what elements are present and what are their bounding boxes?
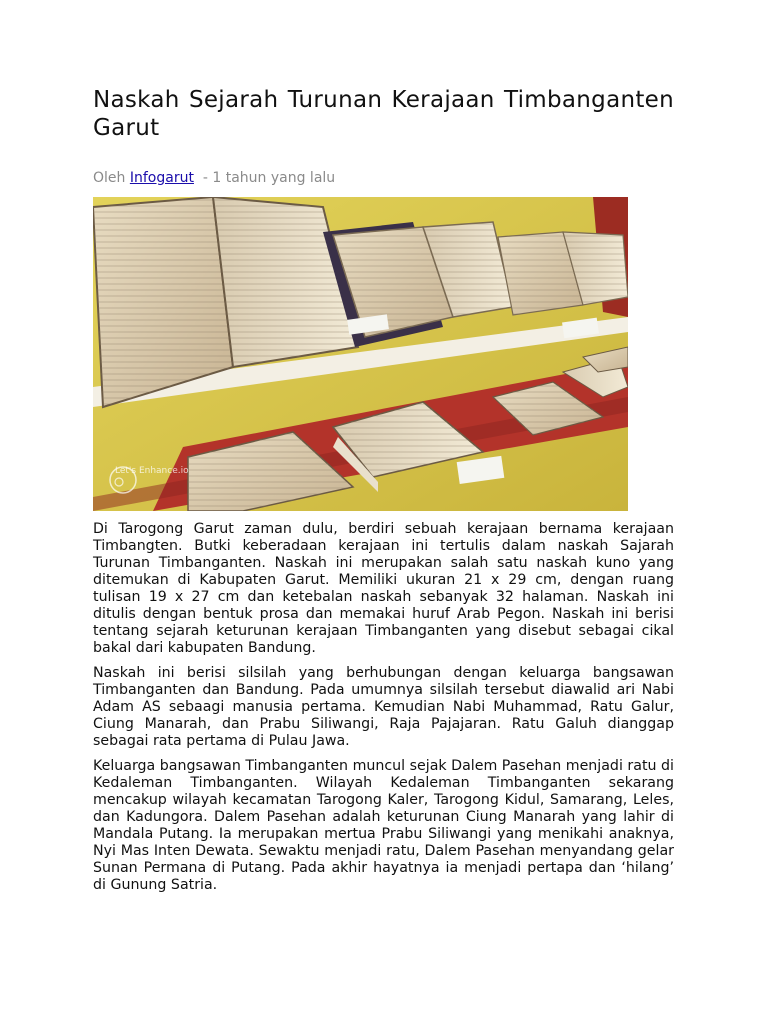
article-title: Naskah Sejarah Turunan Kerajaan Timbanganten Garut bbox=[93, 87, 674, 141]
author-link[interactable]: Infogarut bbox=[129, 170, 194, 186]
article-body bbox=[93, 521, 674, 902]
meta-date: - 1 tahun yang lalu bbox=[198, 170, 336, 186]
photo-watermark: Let's Enhance.io bbox=[115, 466, 189, 476]
paragraph: Di Tarogong Garut zaman dulu, berdiri sebuah kerajaan bernama kerajaan Timbangten. Butki keberadaan kerajaan ini tertulis dalam naskah Sajarah Turunan Timbanganten. Naskah ini merupakan salah satu naskah kuno yang ditemukan di Kabupaten Garut. Memiliki ukuran 21 x 29 cm, dengan ruang tulisan 19 x 27 cm dan ketebalan naskah sebanyak 32 halaman. Naskah ini ditulis dengan bentuk prosa dan memakai huruf Arab Pegon. Naskah ini berisi tentang sejarah keturunan kerajaan Timbanganten yang disebut sebagai cikal bakal dari kabupaten Bandung. bbox=[93, 521, 674, 656]
meta-prefix: Oleh bbox=[93, 170, 126, 186]
manuscript-photo bbox=[93, 197, 628, 511]
article-meta bbox=[93, 170, 335, 186]
paragraph: Naskah ini berisi silsilah yang berhubungan dengan keluarga bangsawan Timbanganten dan Bandung. Pada umumnya silsilah tersebut diawalid ari Nabi Adam AS sebaagi manusia pertama. Kemudian Nabi Muhammad, Ratu Galur, Ciung Manarah, dan Prabu Siliwangi, Raja Pajajaran. Ratu Galuh dianggap sebagai rata pertama di Pulau Jawa. bbox=[93, 665, 674, 749]
paragraph: Keluarga bangsawan Timbanganten muncul sejak Dalem Pasehan menjadi ratu di Kedaleman Timbanganten. Wilayah Kedaleman Timbanganten sekarang mencakup wilayah kecamatan Tarogong Kaler, Tarogong Kidul, Samarang, Leles, dan Kadungora. Dalem Pasehan adalah keturunan Ciung Manarah yang lahir di Mandala Putang. Ia merupakan mertua Prabu Siliwangi yang menikahi anaknya, Nyi Mas Inten Dewata. Sewaktu menjadi ratu, Dalem Pasehan menyandang gelar Sunan Permana di Putang. Pada akhir hayatnya ia menjadi pertapa dan ‘hilang’ di Gunung Satria. bbox=[93, 758, 674, 893]
